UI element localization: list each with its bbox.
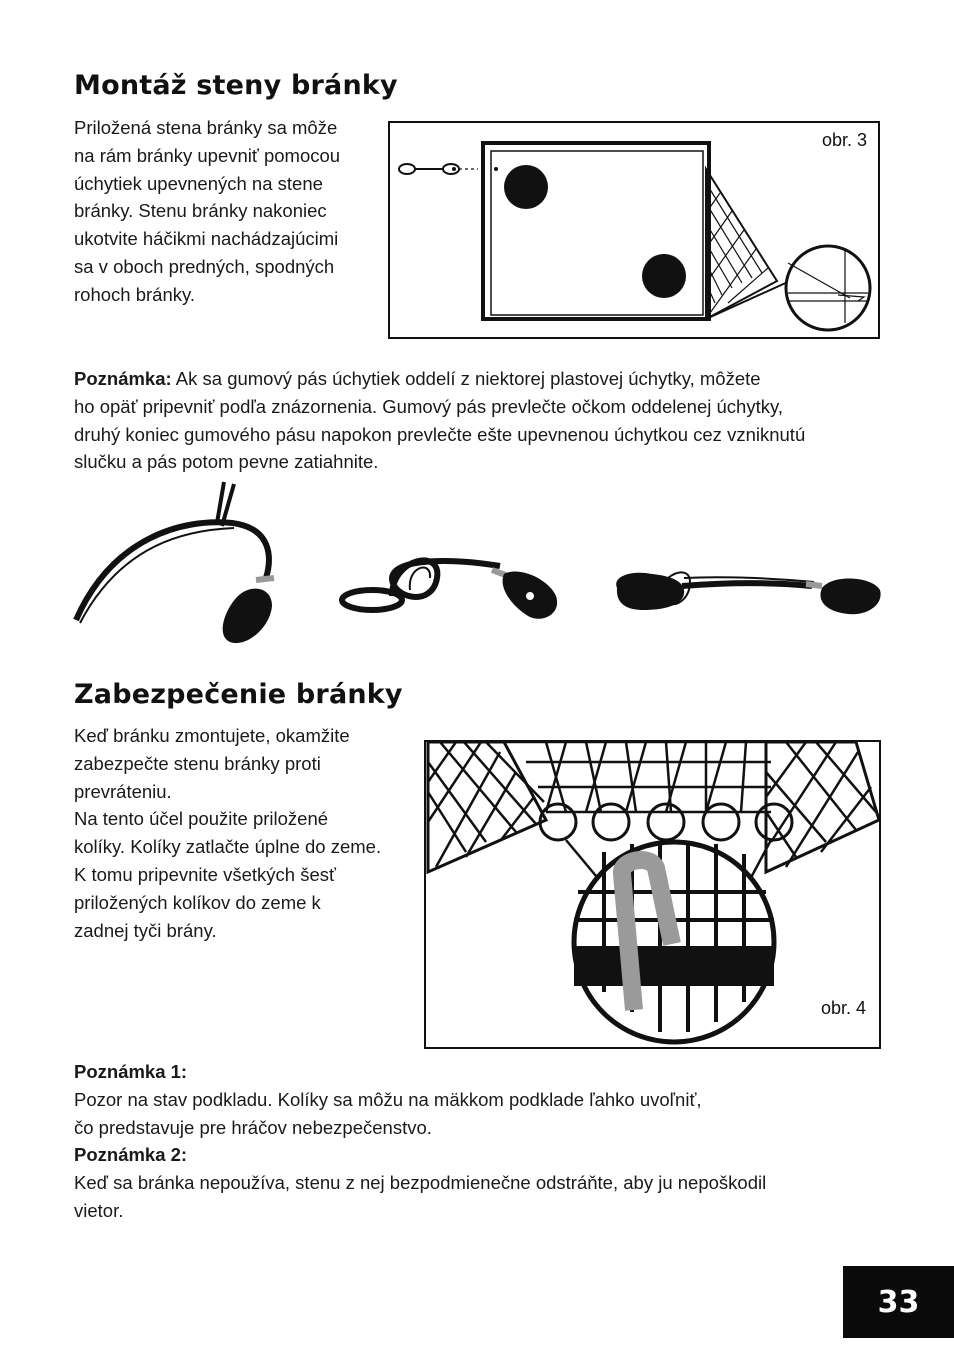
text-line: úchytiek upevnených na stene bbox=[74, 172, 323, 194]
note-2-label: Poznámka 2: bbox=[74, 1144, 188, 1166]
note-label: Poznámka: bbox=[74, 368, 172, 389]
figure-3-label: obr. 3 bbox=[821, 130, 867, 150]
bungee-clip-steps-illustration bbox=[72, 478, 884, 653]
text-line: sa v oboch predných, spodných bbox=[74, 255, 335, 277]
note-first-line bbox=[74, 365, 894, 393]
figure-4 bbox=[424, 740, 881, 1049]
text-line: Ak sa gumový pás úchytiek oddelí z niektorej plastovej úchytky, môžete bbox=[171, 368, 761, 389]
figure-4-label: obr. 4 bbox=[820, 998, 866, 1018]
text-line: zabezpečte stenu bránky proti bbox=[74, 752, 321, 774]
text-line: kolíky. Kolíky zatlačte úplne do zeme. bbox=[74, 836, 382, 858]
goal-wall-illustration bbox=[390, 123, 878, 337]
text-line: Keď sa bránka nepoužíva, stenu z nej bezpodmienečne odstráňte, aby ju nepoškodil bbox=[74, 1172, 767, 1194]
text-line: prevráteniu. bbox=[74, 780, 172, 802]
text-line: bránky. Stenu bránky nakoniec bbox=[74, 200, 327, 222]
text-line: priložených kolíkov do zeme k bbox=[74, 891, 321, 913]
text-line: slučku a pás potom pevne zatiahnite. bbox=[74, 451, 379, 473]
text-line: rohoch bránky. bbox=[74, 283, 195, 305]
text-line: čo predstavuje pre hráčov nebezpečenstvo. bbox=[74, 1116, 432, 1138]
text-line: druhý koniec gumového pásu napokon prevlečte ešte upevnenou úchytkou cez vzniknutú bbox=[74, 423, 806, 445]
text-line: Pozor na stav podkladu. Kolíky sa môžu na mäkkom podklade ľahko uvoľniť, bbox=[74, 1088, 702, 1110]
text-line: Keď bránku zmontujete, okamžite bbox=[74, 725, 350, 746]
section-title-wall-assembly: Montáž steny bránky bbox=[74, 70, 398, 101]
text-line: vietor. bbox=[74, 1199, 124, 1221]
page-number: 33 bbox=[843, 1266, 954, 1338]
text-line: ukotvite háčikmi nachádzajúcimi bbox=[74, 228, 339, 250]
text-line: Priložená stena bránky sa môže bbox=[74, 117, 338, 138]
note-paragraph bbox=[74, 365, 894, 476]
wall-assembly-text bbox=[74, 114, 384, 309]
goal-securing-text bbox=[74, 722, 419, 944]
text-line: Na tento účel použite priložené bbox=[74, 808, 329, 830]
text-line: K tomu pripevnite všetkých šesť bbox=[74, 863, 336, 885]
note-1-label: Poznámka 1: bbox=[74, 1061, 188, 1082]
text-line: zadnej tyči brány. bbox=[74, 919, 217, 941]
figure-3 bbox=[388, 121, 880, 339]
section-title-goal-securing: Zabezpečenie bránky bbox=[74, 679, 403, 710]
text-line: na rám bránky upevniť pomocou bbox=[74, 144, 341, 166]
text-line: ho opäť pripevniť podľa znázornenia. Gumový pás prevlečte očkom oddelenej úchytky, bbox=[74, 395, 783, 417]
goal-pegs-illustration bbox=[426, 742, 879, 1047]
notes-section bbox=[74, 1058, 894, 1225]
